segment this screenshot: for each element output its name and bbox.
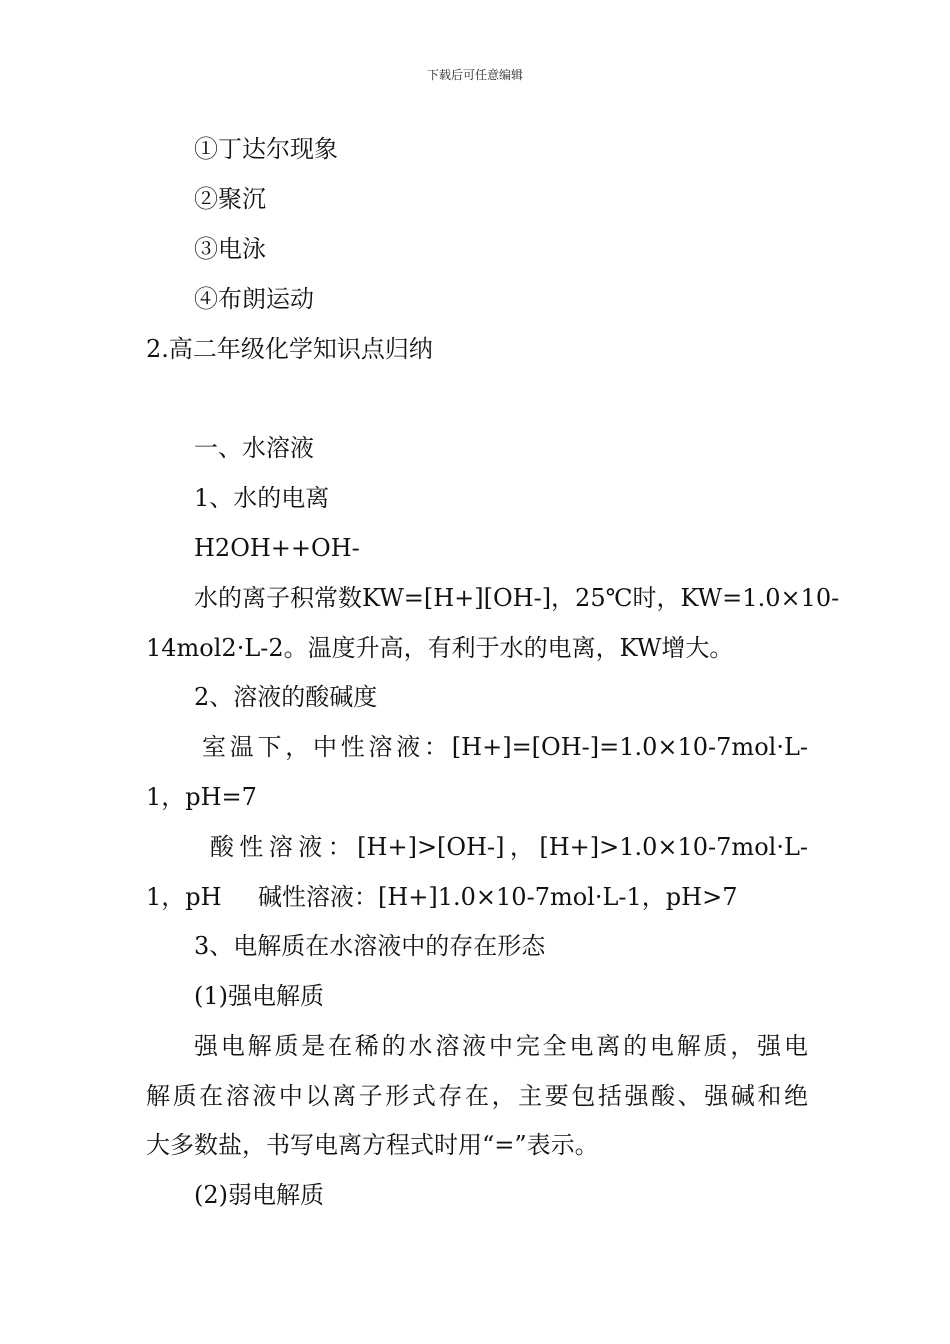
subsection-heading: 一、水溶液 <box>194 434 314 462</box>
list-item-coagulation: ②聚沉 <box>194 185 266 213</box>
subsection-item-heading: (2)弱电解质 <box>194 1181 324 1209</box>
list-item-tyndall: ①丁达尔现象 <box>194 135 338 163</box>
subsection-item-heading: 3、电解质在水溶液中的存在形态 <box>194 932 546 960</box>
paragraph-line: 酸性溶液：[H+]>[OH-]，[H+]>1.0×10-7mol·L- <box>210 833 808 861</box>
list-item-electrophoresis: ③电泳 <box>194 235 266 263</box>
page-header: 下载后可任意编辑 <box>426 68 523 82</box>
paragraph-line: 1，pH <box>146 883 222 911</box>
paragraph-line: 水的离子积常数KW=[H+][OH-]，25℃时，KW=1.0×10- <box>194 584 840 612</box>
paragraph-line: 室温下，中性溶液：[H+]=[OH-]=1.0×10-7mol·L- <box>202 733 808 761</box>
list-item-brownian: ④布朗运动 <box>194 285 314 313</box>
paragraph-line: 碱性溶液：[H+]1.0×10-7mol·L-1，pH>7 <box>258 883 738 911</box>
paragraph-line: 强电解质是在稀的水溶液中完全电离的电解质，强电 <box>194 1032 808 1060</box>
paragraph-line: 14mol2·L-2。温度升高，有利于水的电离，KW增大。 <box>146 634 734 662</box>
subsection-item-heading: (1)强电解质 <box>194 982 324 1010</box>
equation-line: H2OH++OH- <box>194 534 360 562</box>
subsection-item-heading: 2、溶液的酸碱度 <box>194 683 378 711</box>
paragraph-line: 大多数盐，书写电离方程式时用“=”表示。 <box>146 1131 599 1159</box>
section-heading: 2.高二年级化学知识点归纳 <box>146 335 433 363</box>
subsection-item-heading: 1、水的电离 <box>194 484 330 512</box>
paragraph-line: 1，pH=7 <box>146 783 257 811</box>
paragraph-line: 解质在溶液中以离子形式存在，主要包括强酸、强碱和绝 <box>146 1082 808 1110</box>
